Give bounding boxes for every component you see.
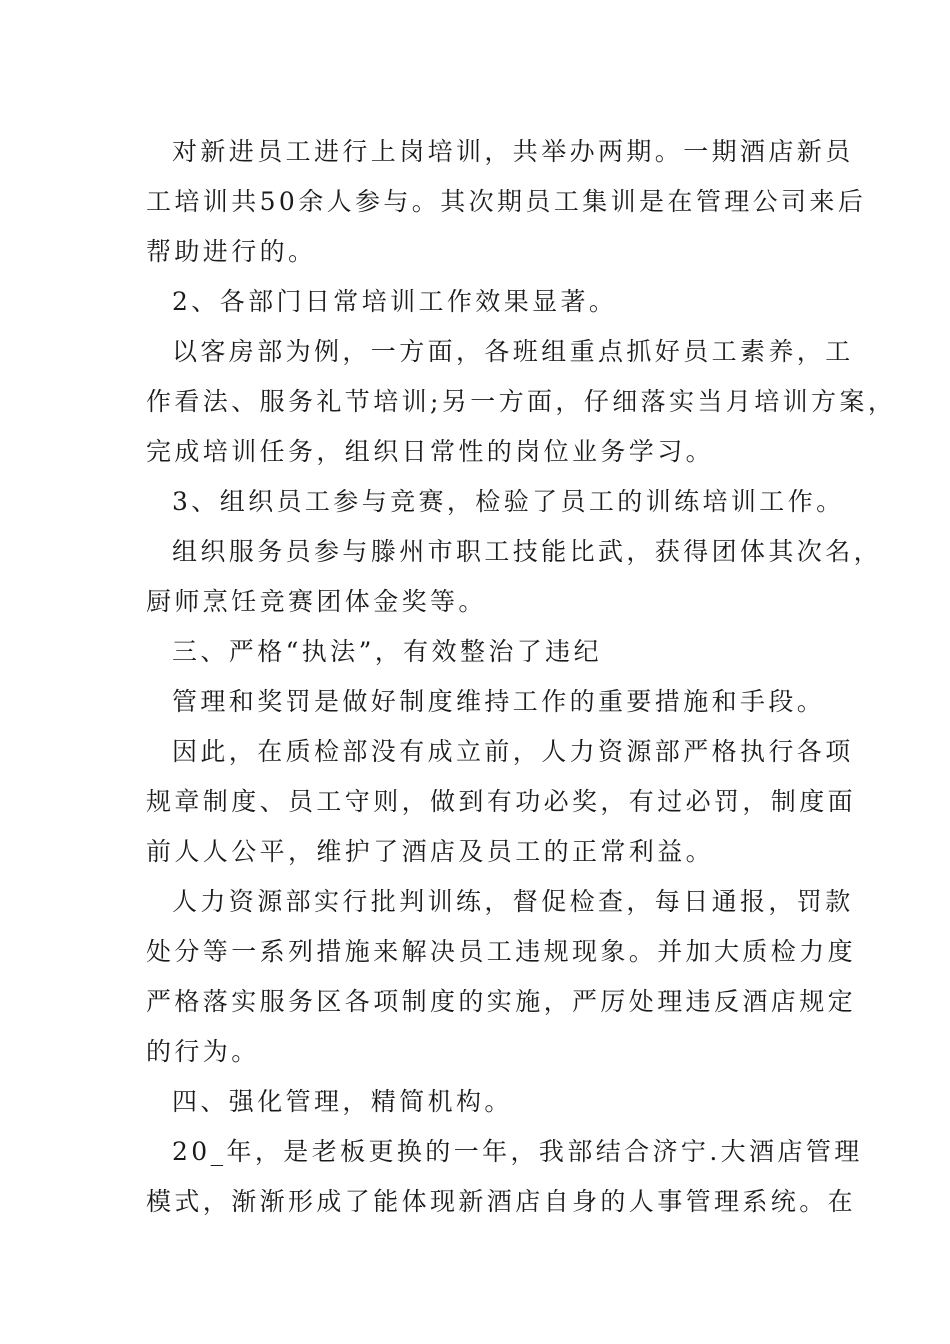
section-heading: 2、各部门日常培训工作效果显著。 — [172, 287, 618, 316]
text-line: 完成培训任务，组织日常性的岗位业务学习。 — [146, 437, 715, 466]
text-line: 处分等一系列措施来解决员工违规现象。并加大质检力度 — [146, 937, 857, 966]
section-heading: 3、组织员工参与竞赛，检验了员工的训练培训工作。 — [172, 487, 845, 516]
text-line: 管理和奖罚是做好制度维持工作的重要措施和手段。 — [172, 687, 826, 716]
text-line: 作看法、服务礼节培训;另一方面，仔细落实当月培训方案， — [146, 387, 897, 416]
text-line: 以客房部为例，一方面，各班组重点抓好员工素养，工 — [172, 337, 854, 366]
text-line: 的行为。 — [146, 1037, 260, 1066]
text-line: 20_年，是老板更换的一年，我部结合济宁.大酒店管理 — [172, 1137, 863, 1166]
text-line: 工培训共50余人参与。其次期员工集训是在管理公司来后 — [146, 187, 867, 216]
section-heading: 三、严格“执法”，有效整治了违纪 — [172, 637, 602, 666]
text-line: 严格落实服务区各项制度的实施，严厉处理违反酒店规定 — [146, 987, 857, 1016]
text-line: 因此，在质检部没有成立前，人力资源部严格执行各项 — [172, 737, 854, 766]
text-line: 对新进员工进行上岗培训，共举办两期。一期酒店新员 — [172, 137, 854, 166]
text-line: 前人人公平，维护了酒店及员工的正常利益。 — [146, 837, 715, 866]
text-line: 模式，渐渐形成了能体现新酒店自身的人事管理系统。在 — [146, 1187, 857, 1216]
section-heading: 四、强化管理，精简机构。 — [172, 1087, 513, 1116]
text-line: 规章制度、员工守则，做到有功必奖，有过必罚，制度面 — [146, 787, 857, 816]
text-line: 厨师烹饪竞赛团体金奖等。 — [146, 587, 487, 616]
text-line: 帮助进行的。 — [146, 237, 317, 266]
text-line: 人力资源部实行批判训练，督促检查，每日通报，罚款 — [172, 887, 854, 916]
text-line: 组织服务员参与滕州市职工技能比武，获得团体其次名， — [172, 537, 883, 566]
